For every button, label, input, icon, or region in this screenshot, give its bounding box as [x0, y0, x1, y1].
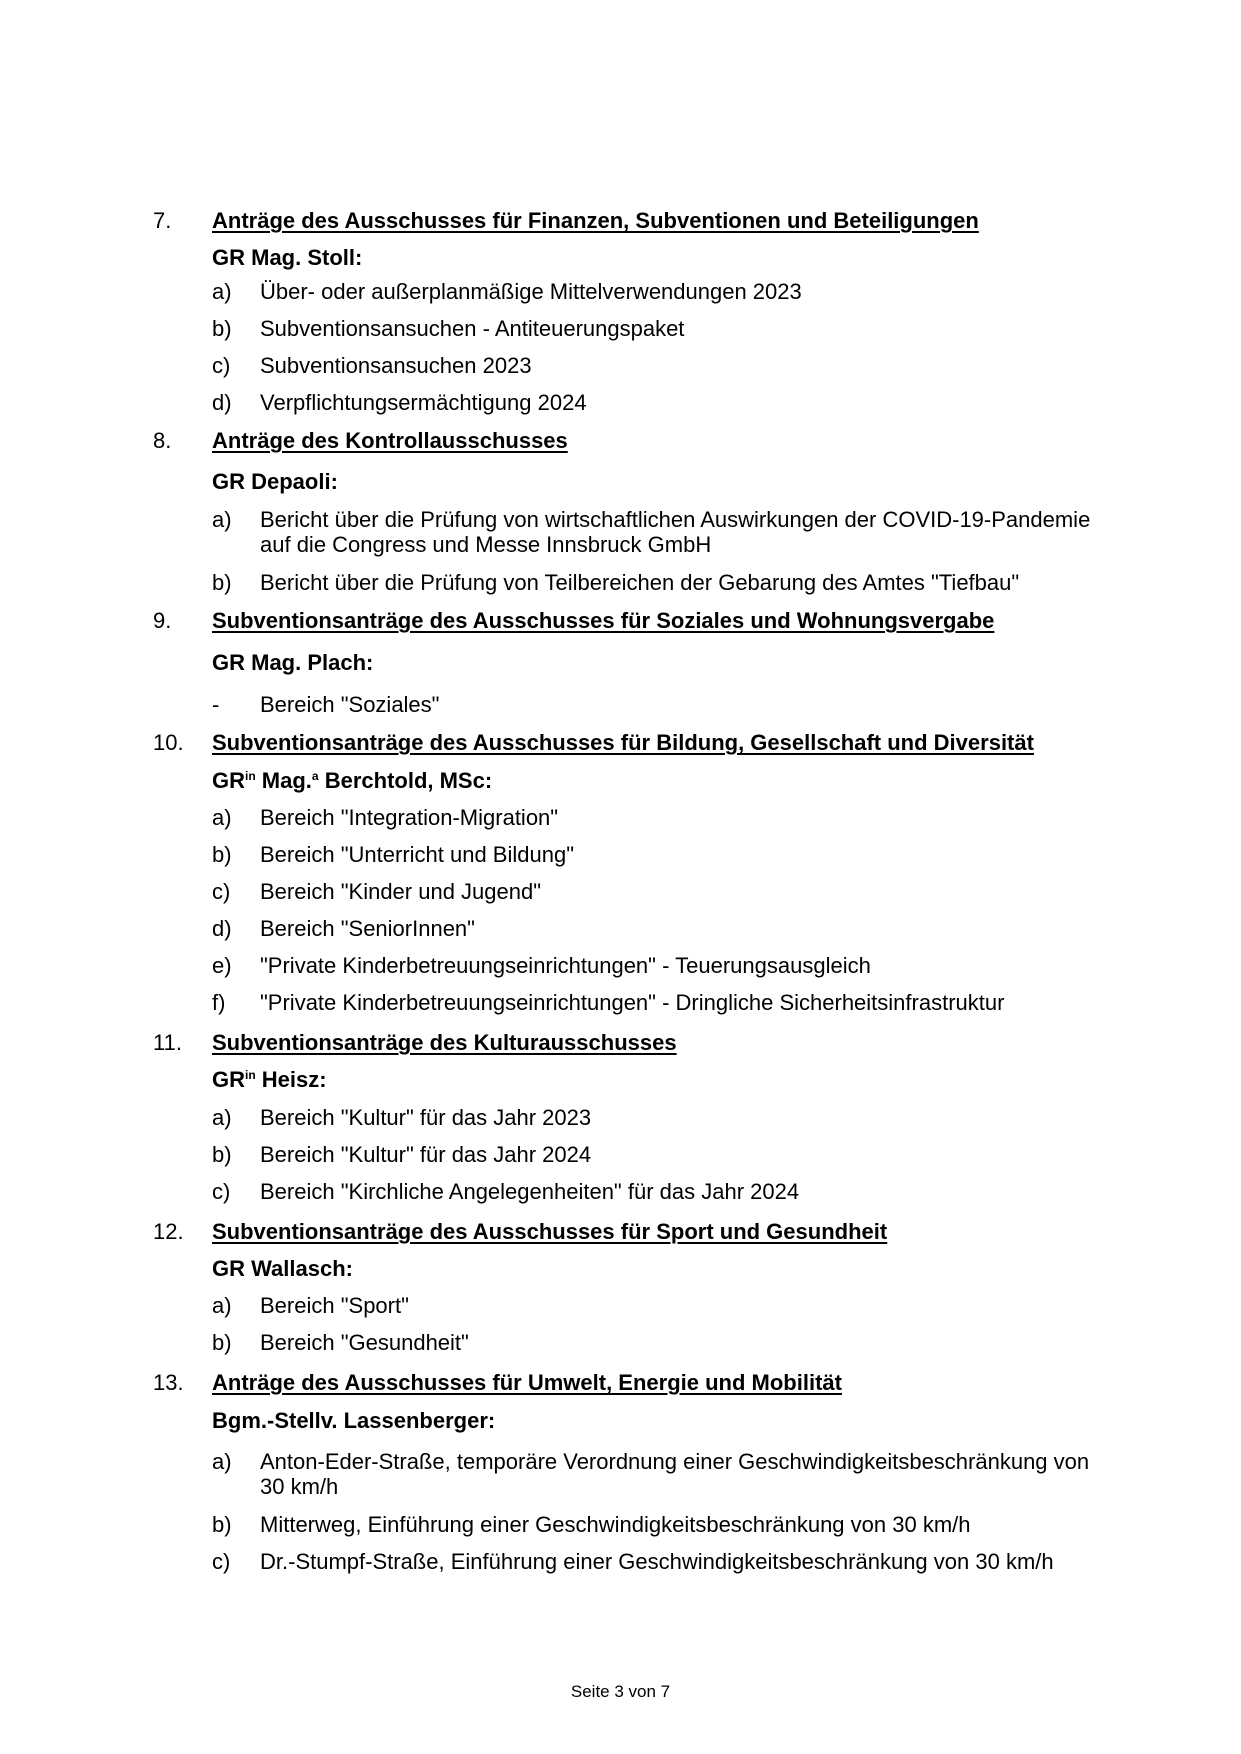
section-reporter: GR Mag. Plach:: [212, 650, 374, 675]
item-label: b): [212, 316, 232, 341]
section-number: 7.: [153, 208, 172, 233]
section-title: Subventionsanträge des Kulturausschusses: [212, 1030, 677, 1055]
section-title: Anträge des Ausschusses für Umwelt, Energie und Mobilität: [212, 1370, 842, 1395]
item-label: a): [212, 1293, 232, 1318]
item-label: e): [212, 953, 232, 978]
section-number: 10.: [153, 730, 184, 755]
section-reporter: GR Depaoli:: [212, 469, 338, 494]
item-text-continued: auf die Congress und Messe Innsbruck GmbH: [260, 532, 712, 557]
item-text: Bereich "Integration-Migration": [260, 805, 559, 830]
item-label: b): [212, 1330, 232, 1355]
page-number-footer: Seite 3 von 7: [570, 1682, 671, 1701]
section-number: 11.: [153, 1030, 182, 1055]
item-text: Subventionsansuchen 2023: [260, 353, 532, 378]
section-reporter: $GR^{in}$ Mag.$^a$ Berchtold, MSc:: [212, 768, 493, 793]
item-label: c): [212, 879, 231, 904]
item-text: Bereich "Kultur" für das Jahr 2023: [260, 1105, 592, 1130]
section-number: 8.: [153, 428, 172, 453]
item-label: a): [212, 805, 232, 830]
item-text: Dr.-Stumpf-Straße, Einführung einer Geschwindigkeitsbeschränkung von 30 km/h: [260, 1549, 1054, 1574]
item-label: b): [212, 1512, 232, 1537]
section-title: Anträge des Ausschusses für Finanzen, Subventionen und Beteiligungen: [212, 208, 979, 233]
item-label: c): [212, 1549, 231, 1574]
item-label: c): [212, 1179, 231, 1204]
item-label: -: [212, 692, 220, 717]
item-text: "Private Kinderbetreuungseinrichtungen" - Teuerungsausgleich: [260, 953, 871, 978]
item-label: d): [212, 916, 232, 941]
section-title: Subventionsanträge des Ausschusses für Sport und Gesundheit: [212, 1219, 888, 1244]
item-text: Anton-Eder-Straße, temporäre Verordnung einer Geschwindigkeitsbeschränkung von: [260, 1449, 1090, 1474]
item-text: "Private Kinderbetreuungseinrichtungen" - Dringliche Sicherheitsinfrastruktur: [260, 990, 1005, 1015]
section-reporter: $GR^{in}$ Heisz:: [212, 1067, 327, 1092]
item-label: d): [212, 390, 232, 415]
item-label: a): [212, 1449, 232, 1474]
item-text: Verpflichtungsermächtigung 2024: [260, 390, 587, 415]
item-label: a): [212, 507, 232, 532]
section-number: 9.: [153, 608, 172, 633]
item-text: Mitterweg, Einführung einer Geschwindigkeitsbeschränkung von 30 km/h: [260, 1512, 971, 1537]
item-text: Bereich "Kinder und Jugend": [260, 879, 542, 904]
item-text: Bereich "Sport": [260, 1293, 409, 1318]
section-title: Subventionsanträge des Ausschusses für Bildung, Gesellschaft und Diversität: [212, 730, 1034, 755]
item-text: Bericht über die Prüfung von Teilbereichen der Gebarung des Amtes "Tiefbau": [260, 570, 1020, 595]
section-reporter: Bgm.-Stellv. Lassenberger:: [212, 1408, 496, 1433]
section-reporter: GR Mag. Stoll:: [212, 245, 363, 270]
item-text: Subventionsansuchen - Antiteuerungspaket: [260, 316, 685, 341]
item-label: b): [212, 842, 232, 867]
item-label: a): [212, 1105, 232, 1130]
section-title: Anträge des Kontrollausschusses: [212, 428, 568, 453]
item-text: Bereich "Kultur" für das Jahr 2024: [260, 1142, 592, 1167]
item-text: Bereich "Unterricht und Bildung": [260, 842, 575, 867]
item-text: Bereich "Soziales": [260, 692, 440, 717]
item-text: Bereich "SeniorInnen": [260, 916, 475, 941]
item-text: Über- oder außerplanmäßige Mittelverwendungen 2023: [260, 279, 802, 304]
item-label: f): [212, 990, 226, 1015]
item-text: Bericht über die Prüfung von wirtschaftlichen Auswirkungen der COVID-19-Pandemie: [260, 507, 1091, 532]
item-text: Bereich "Gesundheit": [260, 1330, 469, 1355]
item-text-continued: 30 km/h: [260, 1474, 339, 1499]
item-label: a): [212, 279, 232, 304]
section-number: 12.: [153, 1219, 184, 1244]
item-text: Bereich "Kirchliche Angelegenheiten" für das Jahr 2024: [260, 1179, 800, 1204]
section-reporter: GR Wallasch:: [212, 1256, 353, 1281]
section-title: Subventionsanträge des Ausschusses für Soziales und Wohnungsvergabe: [212, 608, 995, 633]
item-label: b): [212, 1142, 232, 1167]
section-number: 13.: [153, 1370, 184, 1395]
item-label: c): [212, 353, 231, 378]
item-label: b): [212, 570, 232, 595]
